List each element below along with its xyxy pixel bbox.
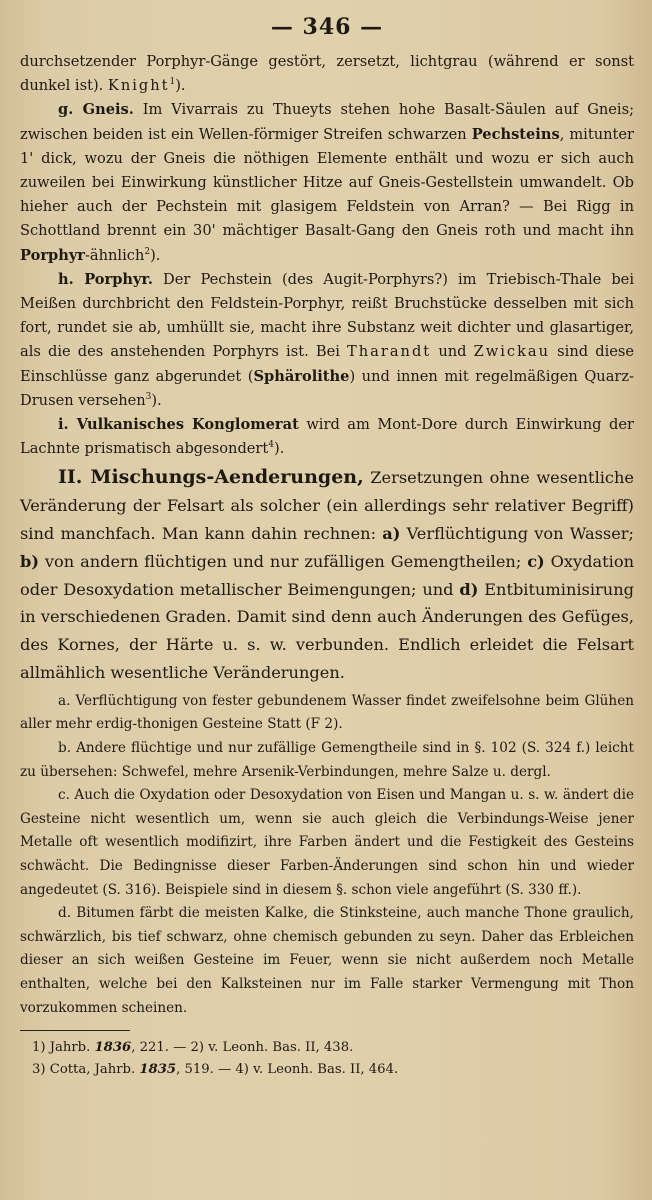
paragraph-text: Oxydation oder Desoxydation metallischer Beimengungen; und (20, 551, 634, 599)
footnote-text: , 221. — 2) v. Leonh. Bas. II, 438. (131, 1040, 354, 1056)
text-line: dunkel ist). (20, 77, 108, 95)
paragraph-text: Der Pechstein (des Augit-Porphyrs?) im Triebisch-Thale bei Meißen durchbricht den Feldstein-Porphyr, reißt Bruchstücke desselben mit sich fort, rundet sie ab, umhüllt sie, macht ihre Substanz weit dichter und glasartiger, als die des anstehenden Porphyrs ist. Bei (20, 270, 634, 361)
footnote-line (20, 1037, 634, 1059)
list-marker: b) (20, 551, 39, 571)
place-name: Zwickau (473, 343, 551, 361)
footnote-text: , 519. — 4) v. Leonh. Bas. II, 464. (176, 1062, 399, 1078)
subparagraph-a: a. Verflüchtigung von fester gebundenem Wasser findet zweifelsohne beim Glühen aller mehr erdig-thonigen Gesteine Statt (F 2). (20, 692, 634, 733)
paragraph-continuation (20, 50, 634, 98)
footnote-divider (20, 1030, 130, 1031)
footnote-text: 1) Jahrb. (32, 1040, 95, 1056)
section-heading-paragraph (20, 464, 634, 686)
footnote-line (20, 1059, 634, 1081)
list-marker: d) (459, 579, 479, 599)
paragraph-text: Entbituminisirung in verschiedenen Graden. Damit sind denn auch Änderungen des Gefüges, des Kornes, der Härte u. s. w. verbunden. Endlich erleidet die Felsart allmählich wesentliche Veränderungen. (20, 579, 634, 683)
paragraph-text: Verflüchtigung von Wasser; (400, 524, 634, 544)
footnote-year: 1836 (94, 1040, 132, 1056)
paragraph-text: ). (150, 246, 161, 264)
paragraph-gneis (20, 98, 634, 267)
paragraph-konglomerat (20, 413, 634, 461)
footnote-ref: 3 (145, 391, 152, 402)
paragraph-text: Im Vivarrais zu Thueyts stehen hohe Basalt-Säulen auf Gneis; zwischen beiden ist ein Wellen-förmiger Streifen schwarzen (20, 101, 634, 143)
paragraph-text: ) und innen mit regelmäßigen Quarz-Drusen versehen (20, 367, 634, 409)
paragraph-text: von andern flüchtigen und nur zufälligen Gemengtheilen; (38, 551, 528, 571)
page-number: — 346 — (270, 14, 384, 40)
paragraph-text: -ähnlich (85, 246, 145, 264)
list-marker: a) (382, 524, 401, 544)
footnote-ref: 2 (144, 246, 151, 257)
text-line: durchsetzender Porphyr-Gänge gestört, zersetzt, lichtgrau (während er sonst (20, 53, 634, 70)
footnote-ref: 4 (268, 440, 274, 451)
author-name: Knight (107, 77, 170, 95)
paragraph-text: Zersetzungen ohne wesentliche Veränderung der Felsart als solcher (ein allerdings sehr relativer Begriff) sind manchfach. Man kann dahin rechnen: (20, 468, 634, 544)
place-name: Tharandt (347, 343, 432, 361)
subparagraph-b: b. Andere flüchtige und nur zufällige Gemengtheile sind in §. 102 (S. 324 f.) leicht zu übersehen: Schwefel, mehre Arsenik-Verbindungen, mehre Salze u. dergl. (20, 740, 634, 780)
list-marker: c) (527, 551, 545, 571)
emphasized-term: Pechsteins (471, 125, 560, 143)
footnote-year: 1835 (139, 1062, 177, 1078)
paragraph-text: ). (274, 440, 285, 458)
text-line: ). (175, 77, 186, 95)
subparagraph-d: d. Bitumen färbt die meisten Kalke, die Stinksteine, auch manche Thone graulich, schwärzlich, bis tief schwarz, ohne chemisch gebunden zu seyn. Daher das Erbleichen dieser an sich weißen Gesteine im Feuer, wenn sie nicht außerdem noch Metalle enthalten, welche bei den Kalksteinen nur im Falle starker Vermengung mit Thon vorzukommen scheinen. (20, 905, 634, 1016)
paragraph-text: sind diese Einschlüsse ganz abgerundet ( (20, 343, 634, 385)
paragraph-text: , mitunter 1' dick, wozu der Gneis die nöthigen Elemente enthält und wozu er sich auch zuweilen bei Einwirkung künstlicher Hitze auf Gneis-Gestellstein umwandelt. Ob hieher auch der Pechstein mit glasigem Feldstein von Arran? — Bei Rigg in Schottland brennt ein 30' mächtiger Basalt-Gang den Gneis roth und macht ihn (20, 125, 634, 240)
paragraph-text: und (431, 343, 474, 361)
emphasized-term: Porphyr (20, 246, 85, 264)
section-heading: II. Mischungs-Aenderungen, (58, 466, 364, 489)
section-label: g. Gneis. (58, 101, 134, 119)
emphasized-term: Sphärolithe (253, 367, 350, 385)
paragraph-porphyr (20, 268, 634, 413)
footnote-ref: 1 (169, 77, 176, 88)
section-label: i. Vulkanisches Konglomerat (58, 416, 299, 434)
section-label: h. Porphyr. (58, 270, 153, 288)
paragraph-text: ). (151, 391, 162, 409)
footnote-text: 3) Cotta, Jahrb. (32, 1062, 140, 1078)
subparagraph-c: c. Auch die Oxydation oder Desoxydation von Eisen und Mangan u. s. w. ändert die Gesteine nicht wesentlich um, wenn sie auch gleich die Verbindungs-Weise jener Metalle oft wesentlich modifizirt, ihre Farben ändert und die Festigkeit des Gesteins schwächt. Die Bedingnisse dieser Farben-Änderungen sind schon hin und wieder angedeutet (S. 316). Beispiele sind in diesem §. schon viele angeführt (S. 330 ff.). (20, 787, 634, 898)
paragraph-text: wird am Mont-Dore durch Einwirkung der Lachnte prismatisch abgesondert (20, 416, 634, 458)
